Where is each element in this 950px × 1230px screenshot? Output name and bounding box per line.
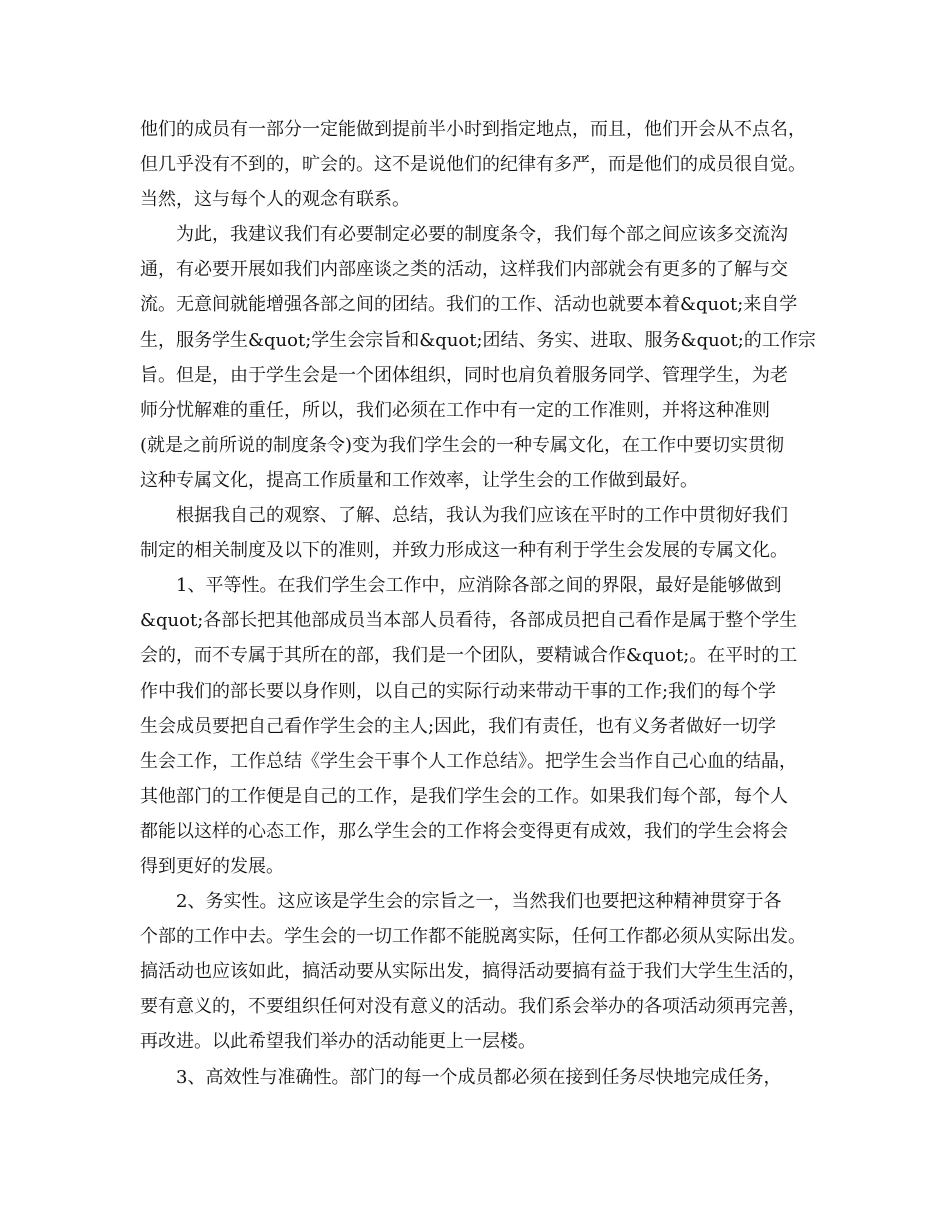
text-line: 制定的相关制度及以下的准则，并致力形成这一种有利于学生会发展的专属文化。 bbox=[140, 540, 788, 562]
text-line: 会的，而不专属于其所在的部，我们是一个团队，要精诚合作&quot;。在平时的工 bbox=[140, 645, 798, 667]
text-line: 生会工作，工作总结《学生会干事个人工作总结》。把学生会当作自己心血的结晶， bbox=[140, 750, 797, 772]
text-line: 得到更好的发展。 bbox=[140, 855, 284, 877]
paragraph-start-line: 2、务实性。这应该是学生会的宗旨之一，当然我们也要把这种精神贯穿于各 bbox=[176, 891, 782, 913]
paragraph-start-line: 1、平等性。在我们学生会工作中，应消除各部之间的界限，最好是能够做到 bbox=[176, 575, 782, 597]
text-line: 流。无意间就能增强各部之间的团结。我们的工作、活动也就要本着&quot;来自学 bbox=[140, 294, 798, 316]
text-line: 生，服务学生&quot;学生会宗旨和&quot;团结、务实、进取、服务&quot;的工作宗 bbox=[140, 329, 816, 351]
text-line: 但几乎没有不到的，旷会的。这不是说他们的纪律有多严，而是他们的成员很自觉。 bbox=[140, 154, 806, 176]
text-line: 个部的工作中去。学生会的一切工作都不能脱离实际，任何工作都必须从实际出发。 bbox=[140, 926, 806, 948]
text-line: 作中我们的部长要以身作则，以自己的实际行动来带动干事的工作;我们的每个学 bbox=[140, 680, 777, 702]
text-line: 搞活动也应该如此，搞活动要从实际出发，搞得活动要搞有益于我们大学生生活的， bbox=[140, 961, 806, 983]
paragraph-start-line: 3、高效性与准确性。部门的每一个成员都必须在接到任务尽快地完成任务， bbox=[176, 1066, 782, 1088]
paragraph-start-line: 根据我自己的观察、了解、总结，我认为我们应该在平时的工作中贯彻好我们 bbox=[176, 505, 788, 527]
paragraph-start-line: 为此，我建议我们有必要制定必要的制度条令，我们每个部之间应该多交流沟 bbox=[176, 224, 788, 246]
text-line: 都能以这样的心态工作，那么学生会的工作将会变得更有成效，我们的学生会将会 bbox=[140, 820, 788, 842]
text-line: 他们的成员有一部分一定能做到提前半小时到指定地点，而且，他们开会从不点名， bbox=[140, 119, 806, 140]
text-line: &quot;各部长把其他部成员当本部人员看待，各部成员把自己看作是属于整个学生 bbox=[140, 610, 798, 632]
text-line: 师分忧解难的重任，所以，我们必须在工作中有一定的工作准则，并将这种准则 bbox=[140, 399, 770, 421]
document-body bbox=[140, 112, 820, 1095]
text-line: 生会成员要把自己看作学生会的主人;因此，我们有责任，也有义务者做好一切学 bbox=[140, 715, 777, 737]
text-line: 旨。但是，由于学生会是一个团体组织，同时也肩负着服务同学、管理学生，为老 bbox=[140, 364, 788, 386]
text-line: 要有意义的，不要组织任何对没有意义的活动。我们系会举办的各项活动须再完善， bbox=[140, 996, 806, 1018]
text-line: 通，有必要开展如我们内部座谈之类的活动，这样我们内部就会有更多的了解与交 bbox=[140, 259, 788, 281]
text-line: 这种专属文化，提高工作质量和工作效率，让学生会的工作做到最好。 bbox=[140, 469, 698, 491]
text-line: (就是之前所说的制度条令)变为我们学生会的一种专属文化，在工作中要切实贯彻 bbox=[140, 434, 785, 456]
text-line: 再改进。以此希望我们举办的活动能更上一层楼。 bbox=[140, 1031, 536, 1053]
text-line: 其他部门的工作便是自己的工作，是我们学生会的工作。如果我们每个部，每个人 bbox=[140, 785, 788, 807]
text-line: 当然，这与每个人的观念有联系。 bbox=[140, 189, 410, 211]
